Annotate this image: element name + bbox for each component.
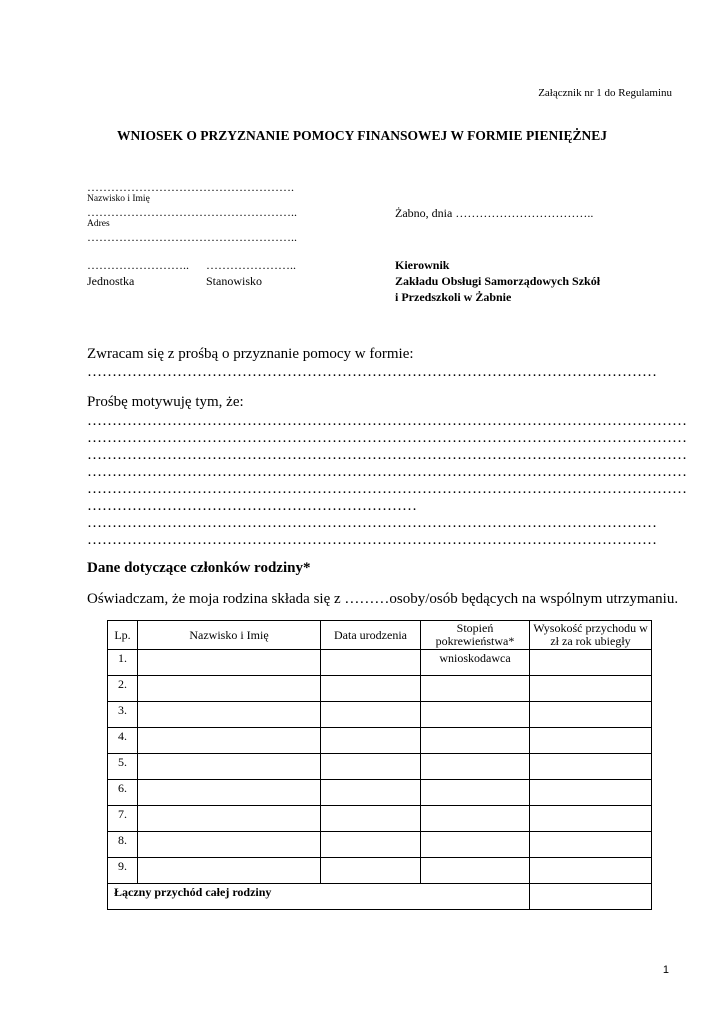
motivation-dots: …………………………………………………………………………………………………………	[87, 481, 687, 497]
relation-cell[interactable]	[421, 728, 530, 754]
name-cell[interactable]	[138, 806, 321, 832]
table-total-row	[108, 884, 652, 910]
col-header-lp: Lp.	[108, 621, 138, 650]
table-row	[108, 702, 652, 728]
row-number: 5.	[108, 754, 138, 780]
table-row	[108, 858, 652, 884]
family-table	[107, 620, 652, 910]
position-dots: …………………..	[206, 258, 296, 272]
recipient-line-1: Kierownik	[395, 258, 450, 272]
table-row	[108, 650, 652, 676]
name-cell[interactable]	[138, 676, 321, 702]
birthdate-cell[interactable]	[321, 832, 421, 858]
income-cell[interactable]	[530, 676, 652, 702]
motivation-dots: …………………………………………………………………………………………………………	[87, 413, 687, 429]
position-caption: Stanowisko	[206, 274, 263, 288]
motivation-dots: …………………………………………………………………………………………………………	[87, 447, 687, 463]
unit-dots: ……………………..	[87, 258, 189, 272]
table-row	[108, 754, 652, 780]
motivation-text: Prośbę motywuję tym, że:	[87, 394, 244, 410]
row-number: 6.	[108, 780, 138, 806]
birthdate-cell[interactable]	[321, 676, 421, 702]
col-header-birthdate: Data urodzenia	[321, 621, 421, 650]
income-cell[interactable]	[530, 728, 652, 754]
table-row	[108, 806, 652, 832]
name-cell[interactable]	[138, 650, 321, 676]
total-income-cell[interactable]	[530, 884, 652, 910]
income-cell[interactable]	[530, 832, 652, 858]
income-cell[interactable]	[530, 702, 652, 728]
family-statement: Oświadczam, że moja rodzina składa się z ………osoby/osób będących na wspólnym utrzymaniu.	[87, 591, 679, 607]
motivation-dots: …………………………………………………………………………………………………………	[87, 464, 687, 480]
row-number: 9.	[108, 858, 138, 884]
birthdate-cell[interactable]	[321, 806, 421, 832]
table-row	[108, 728, 652, 754]
relation-cell[interactable]	[421, 780, 530, 806]
col-header-name: Nazwisko i Imię	[138, 621, 321, 650]
name-cell[interactable]	[138, 780, 321, 806]
name-cell[interactable]	[138, 832, 321, 858]
row-number: 1.	[108, 650, 138, 676]
page-title: WNIOSEK O PRZYZNANIE POMOCY FINANSOWEJ W FORMIE PIENIĘŻNEJ	[117, 128, 607, 143]
total-income-label: Łączny przychód całej rodziny	[108, 884, 530, 910]
address-caption: Adres	[87, 219, 110, 229]
table-row	[108, 676, 652, 702]
attachment-note: Załącznik nr 1 do Regulaminu	[538, 87, 672, 99]
birthdate-cell[interactable]	[321, 650, 421, 676]
recipient-line-2: Zakładu Obsługi Samorządowych Szkół	[395, 274, 601, 288]
request-text: Zwracam się z prośbą o przyznanie pomocy w formie:	[87, 346, 414, 362]
birthdate-cell[interactable]	[321, 780, 421, 806]
income-cell[interactable]	[530, 858, 652, 884]
relation-cell[interactable]	[421, 858, 530, 884]
income-cell[interactable]	[530, 806, 652, 832]
income-cell[interactable]	[530, 780, 652, 806]
relation-cell[interactable]	[421, 676, 530, 702]
relation-cell[interactable]	[421, 754, 530, 780]
relation-cell[interactable]	[421, 806, 530, 832]
name-dots: …………………………………………….	[87, 180, 294, 194]
name-cell[interactable]	[138, 858, 321, 884]
motivation-dots: ……………………………………………………………………………………………………	[87, 515, 657, 531]
name-cell[interactable]	[138, 754, 321, 780]
row-number: 8.	[108, 832, 138, 858]
address-dots-1: ……………………………………………..	[87, 205, 297, 219]
address-dots-2: ……………………………………………..	[87, 230, 297, 244]
income-cell[interactable]	[530, 754, 652, 780]
birthdate-cell[interactable]	[321, 754, 421, 780]
relation-cell: wnioskodawca	[421, 650, 530, 676]
table-row	[108, 832, 652, 858]
relation-cell[interactable]	[421, 832, 530, 858]
row-number: 3.	[108, 702, 138, 728]
name-cell[interactable]	[138, 702, 321, 728]
row-number: 7.	[108, 806, 138, 832]
birthdate-cell[interactable]	[321, 858, 421, 884]
relation-cell[interactable]	[421, 702, 530, 728]
row-number: 4.	[108, 728, 138, 754]
row-number: 2.	[108, 676, 138, 702]
table-header-row	[108, 621, 652, 650]
name-caption: Nazwisko i Imię	[87, 194, 150, 204]
unit-caption: Jednostka	[87, 274, 135, 288]
name-cell[interactable]	[138, 728, 321, 754]
birthdate-cell[interactable]	[321, 728, 421, 754]
motivation-dots-short: …………………………………………………………	[87, 498, 417, 514]
income-cell[interactable]	[530, 650, 652, 676]
birthdate-cell[interactable]	[321, 702, 421, 728]
recipient-line-3: i Przedszkoli w Żabnie	[395, 290, 512, 304]
motivation-dots: …………………………………………………………………………………………………………	[87, 430, 687, 446]
col-header-relation: Stopień pokrewieństwa*	[421, 621, 530, 650]
motivation-dots: ……………………………………………………………………………………………………	[87, 532, 657, 548]
family-heading: Dane dotyczące członków rodziny*	[87, 560, 311, 576]
col-header-income: Wysokość przychodu w zł za rok ubiegły	[530, 621, 652, 650]
table-row	[108, 780, 652, 806]
request-dots: ……………………………………………………………………………………………………	[87, 364, 657, 380]
page-number: 1	[662, 964, 669, 976]
place-date: Żabno, dnia ……………………………..	[395, 206, 594, 220]
